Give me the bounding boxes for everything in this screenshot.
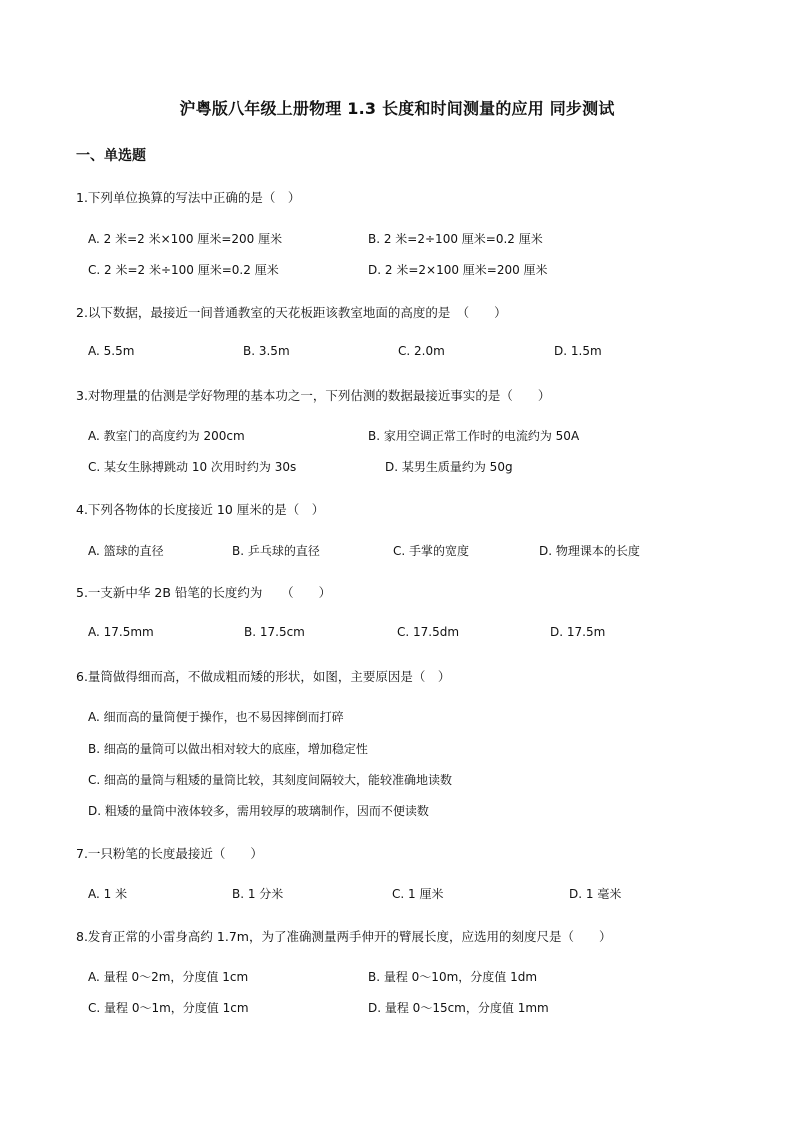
question-3-option-b[interactable]: B. 家用空调正常工作时的电流约为 50A [368, 429, 580, 443]
question-7-option-c[interactable]: C. 1 厘米 [392, 887, 444, 901]
question-3-option-c[interactable]: C. 某女生脉搏跳动 10 次用时约为 30s [88, 460, 297, 474]
question-1-option-c[interactable]: C. 2 米=2 米÷100 厘米=0.2 厘米 [88, 263, 279, 277]
question-2-option-a[interactable]: A. 5.5m [88, 344, 135, 358]
question-8-option-c[interactable]: C. 量程 0～1m，分度值 1cm [88, 1001, 249, 1015]
question-2-stem: 2.以下数据，最接近一间普通教室的天花板距该教室地面的高度的是 （ ） [76, 305, 507, 320]
question-7-option-a[interactable]: A. 1 米 [88, 887, 128, 901]
question-7-option-b[interactable]: B. 1 分米 [232, 887, 284, 901]
question-6-option-b[interactable]: B. 细高的量筒可以做出相对较大的底座，增加稳定性 [88, 742, 368, 756]
question-2-option-b[interactable]: B. 3.5m [243, 344, 290, 358]
page-title: 沪粤版八年级上册物理 1.3 长度和时间测量的应用 同步测试 [179, 99, 615, 118]
question-8-stem: 8.发育正常的小雷身高约 1.7m，为了准确测量两手伸开的臂展长度，应选用的刻度尺是（ ） [76, 929, 612, 944]
question-1-option-b[interactable]: B. 2 米=2÷100 厘米=0.2 厘米 [368, 232, 543, 246]
question-4-option-d[interactable]: D. 物理课本的长度 [539, 544, 640, 558]
question-5-option-d[interactable]: D. 17.5m [550, 625, 606, 639]
question-8-option-a[interactable]: A. 量程 0～2m，分度值 1cm [88, 970, 249, 984]
question-4-option-a[interactable]: A. 篮球的直径 [88, 544, 164, 558]
question-3-stem: 3.对物理量的估测是学好物理的基本功之一，下列估测的数据最接近事实的是（ ） [76, 388, 551, 403]
question-6-stem: 6.量筒做得细而高，不做成粗而矮的形状，如图，主要原因是（ ） [76, 669, 451, 684]
question-7-option-d[interactable]: D. 1 毫米 [569, 887, 622, 901]
section-heading: 一、单选题 [76, 148, 146, 164]
question-1-stem: 1.下列单位换算的写法中正确的是（ ） [76, 190, 301, 205]
question-3-option-a[interactable]: A. 教室门的高度约为 200cm [88, 429, 245, 443]
question-2-option-c[interactable]: C. 2.0m [398, 344, 445, 358]
question-4-option-b[interactable]: B. 乒乓球的直径 [232, 544, 320, 558]
question-5-option-c[interactable]: C. 17.5dm [397, 625, 460, 639]
question-4-option-c[interactable]: C. 手掌的宽度 [393, 544, 470, 558]
question-6-option-d[interactable]: D. 粗矮的量筒中液体较多，需用较厚的玻璃制作，因而不便读数 [88, 804, 429, 818]
question-5-option-b[interactable]: B. 17.5cm [244, 625, 305, 639]
question-5-option-a[interactable]: A. 17.5mm [88, 625, 154, 639]
question-1-option-d[interactable]: D. 2 米=2×100 厘米=200 厘米 [368, 263, 548, 277]
question-3-option-d[interactable]: D. 某男生质量约为 50g [385, 460, 513, 474]
question-6-option-c[interactable]: C. 细高的量筒与粗矮的量筒比较，其刻度间隔较大，能较准确地读数 [88, 773, 453, 787]
question-2-option-d[interactable]: D. 1.5m [554, 344, 602, 358]
question-6-option-a[interactable]: A. 细而高的量筒便于操作，也不易因摔倒而打碎 [88, 710, 344, 724]
question-4-stem: 4.下列各物体的长度接近 10 厘米的是（ ） [76, 502, 325, 517]
question-8-option-b[interactable]: B. 量程 0～10m，分度值 1dm [368, 970, 538, 984]
question-5-stem: 5.一支新中华 2B 铅笔的长度约为 （ ） [76, 585, 332, 600]
question-7-stem: 7.一只粉笔的长度最接近（ ） [76, 846, 263, 861]
question-8-option-d[interactable]: D. 量程 0～15cm，分度值 1mm [368, 1001, 549, 1015]
question-1-option-a[interactable]: A. 2 米=2 米×100 厘米=200 厘米 [88, 232, 283, 246]
